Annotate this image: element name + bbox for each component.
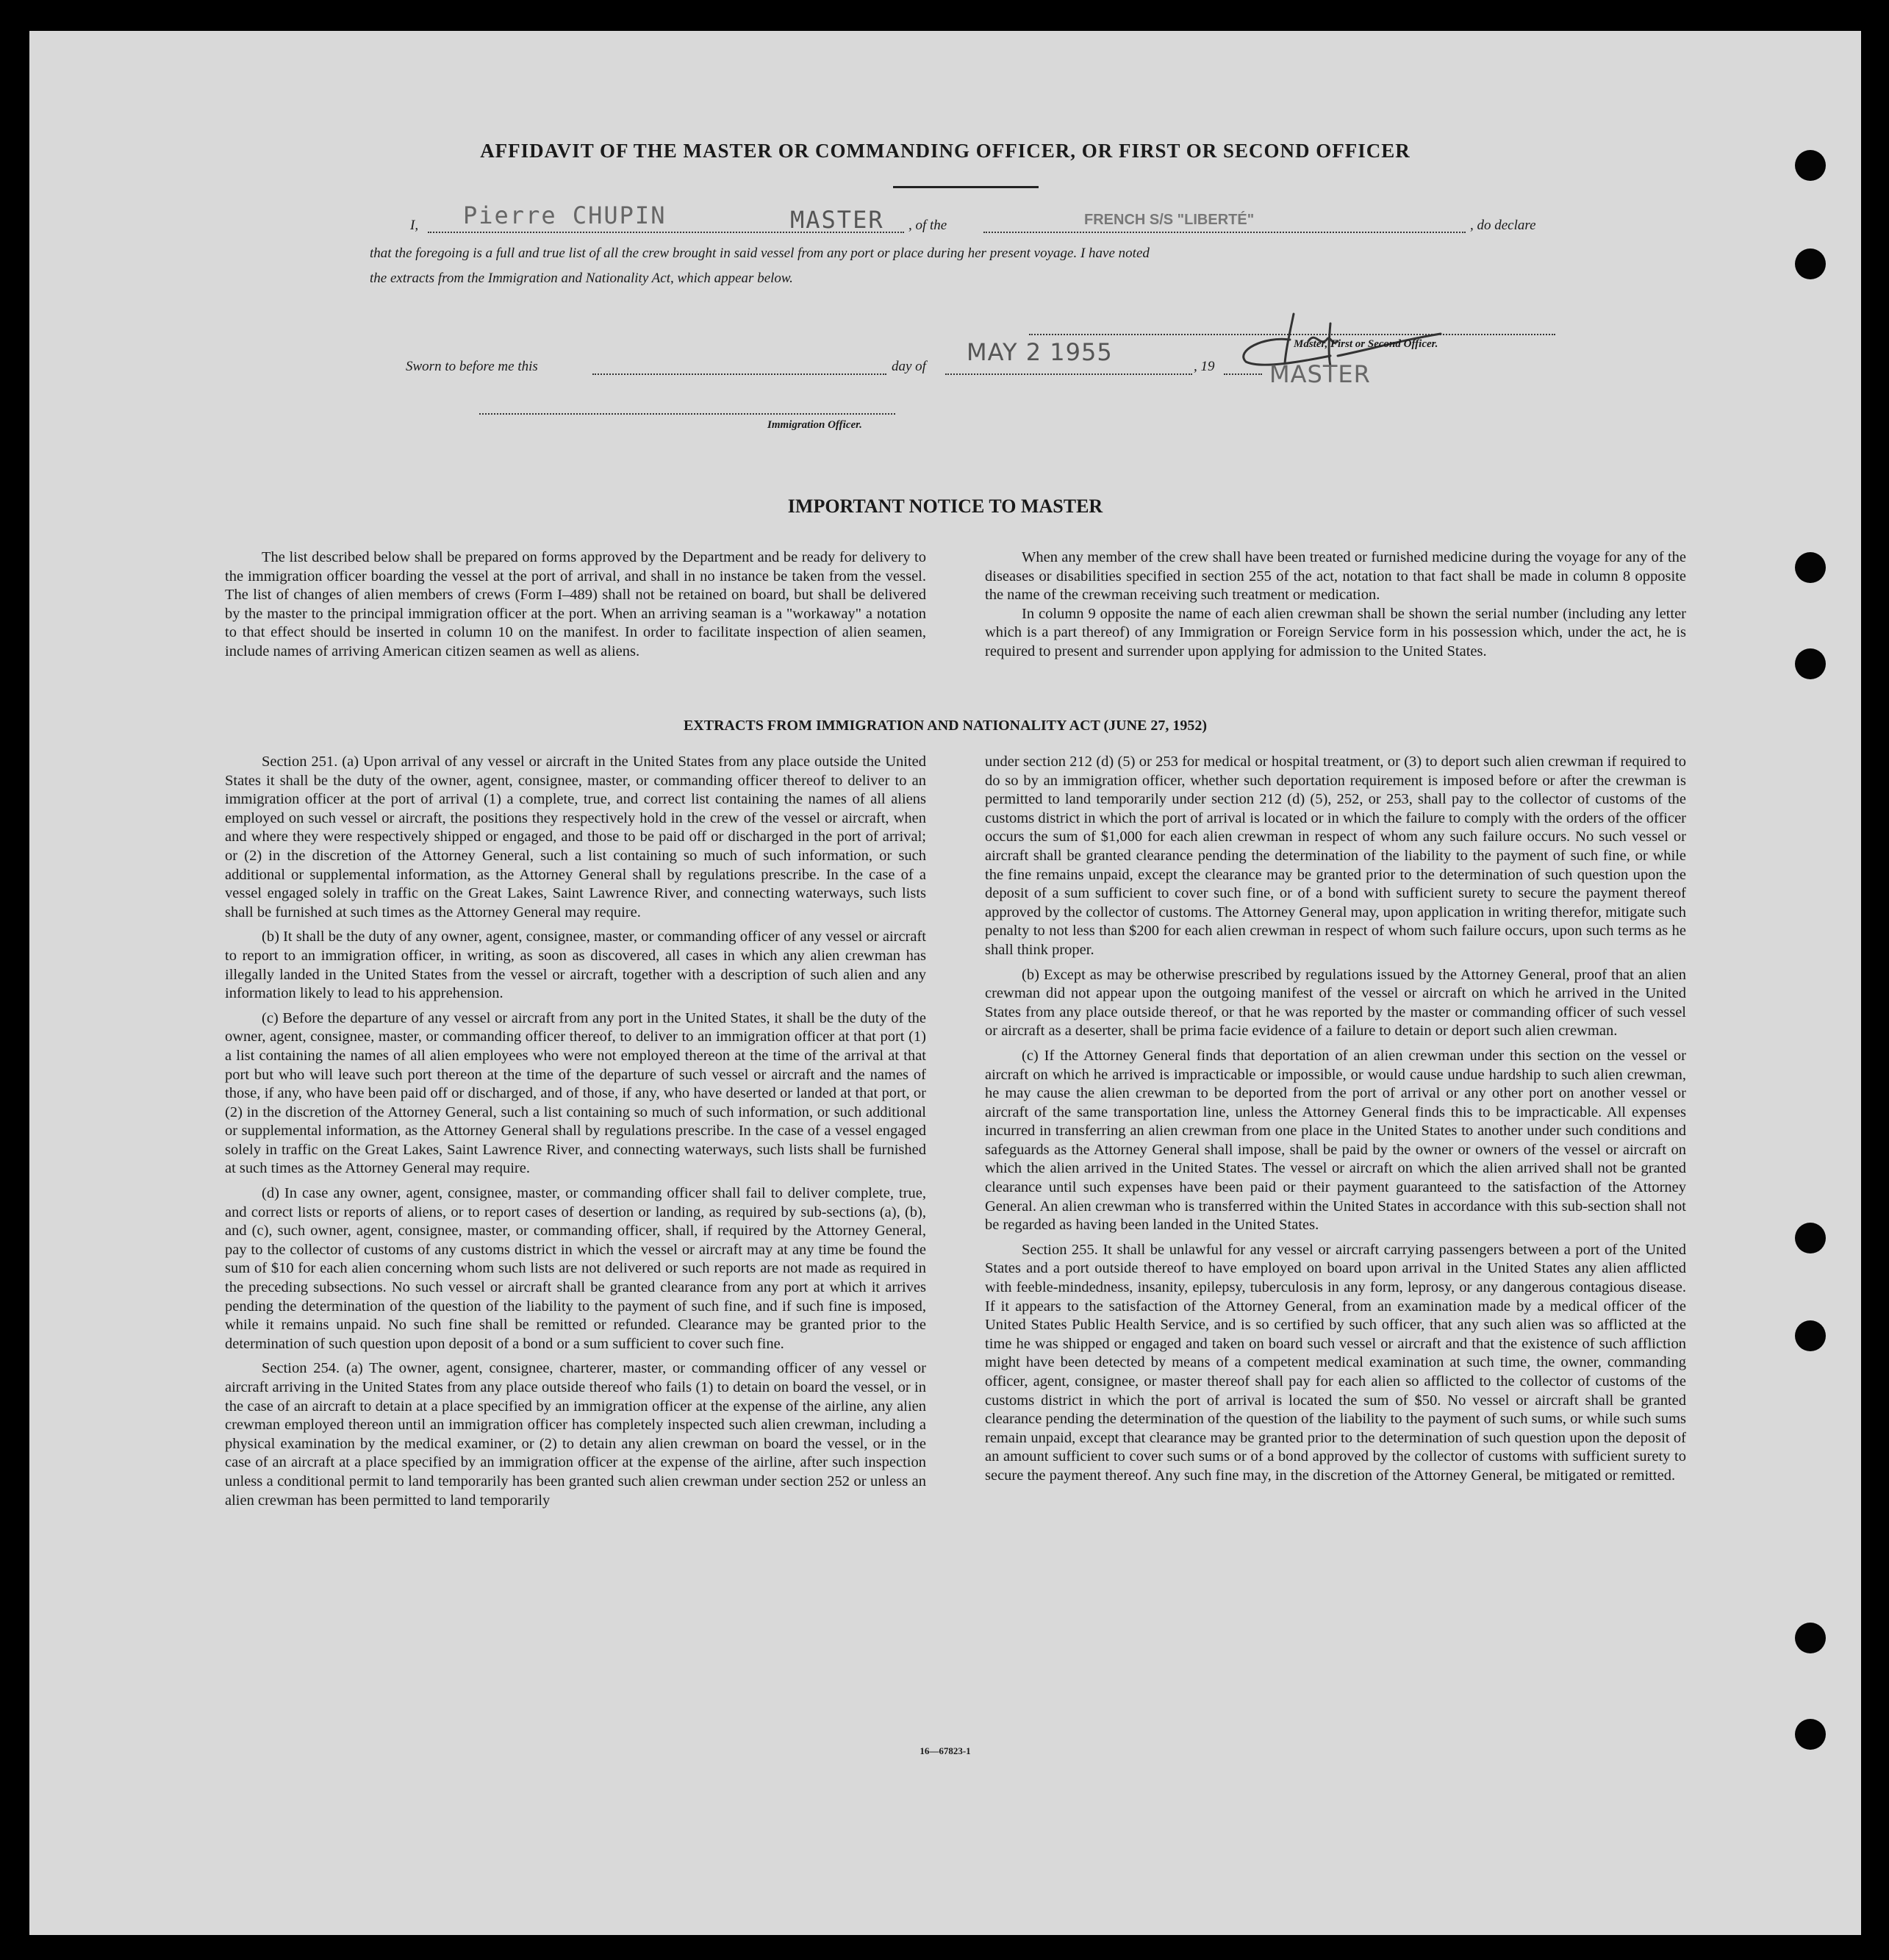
extract-paragraph: Section 254. (a) The owner, agent, consignee, charterer, master, or commanding officer of any vessel or aircraft arriving in the United States from any place outside thereof who fails (1) to detain on board the vessel, or in the case of an aircraft to detain at a place specified by an immigration officer at the expense of the airline, any alien crewman employed thereon until an immigration officer has completely inspected such alien crewman, including a physical examination by the medical examiner, or (2) to detain any alien crewman on board the vessel, or in the case of an aircraft at a place specified by an immigration officer at the expense of the airline, after such inspection unless a conditional permit to land temporarily has been granted such alien crewman under section 252 or unless an alien crewman has been permitted to land temporarily — [225, 1360, 926, 1509]
extracts-left-column — [225, 753, 926, 1516]
signature-caption: Master, First or Second Officer. — [1294, 338, 1438, 350]
do-declare-label: , do declare — [1470, 218, 1536, 233]
vessel-name: FRENCH S/S "LIBERTÉ" — [1084, 212, 1255, 228]
sworn-year-line — [1224, 373, 1262, 375]
declaration-line-2: that the foregoing is a full and true list of all the crew brought in said vessel from any port or place during her present voyage. I have noted — [370, 246, 1150, 261]
binder-hole — [1795, 248, 1826, 279]
declaration-prefix: I, — [410, 218, 419, 233]
document-page — [29, 31, 1861, 1935]
binder-hole — [1795, 648, 1826, 679]
binder-hole — [1795, 1223, 1826, 1253]
extract-paragraph: Section 255. It shall be unlawful for any vessel or aircraft carrying passengers between a port of the United States and a port outside thereof to have employed on board upon arrival in the United States any alien afflicted with feeble-mindedness, insanity, epilepsy, tuberculosis in any form, leprosy, or any dangerous contagious disease. If it appears to the satisfaction of the Attorney General, from an examination made by a medical officer of the United States Public Health Service, and is so certified by such officer, that any such alien was so afflicted at the time he was shipped or engaged and taken on board such vessel or aircraft and that the existence of such affliction might have been detected by means of a competent medical examination at such time, the owner, commanding officer, agent, consignee, or master thereof shall pay for each alien so afflicted to the collector of customs of the customs district in which the port of arrival is located the sum of $50. No vessel or aircraft shall be granted clearance pending the determination of the question of the liability to the payment of such sums, or while such sums remain unpaid, except that clearance may be granted prior to the determination of such question upon the deposit of an amount sufficient to cover such sums or of a bond approved by the collector of customs with sufficient surety to secure the payment thereof. Any such fine may, in the discretion of the Attorney General, be mitigated or remitted. — [985, 1241, 1686, 1484]
notice-right-column — [985, 548, 1686, 668]
extract-paragraph: (d) In case any owner, agent, consignee, master, or commanding officer shall fail to deliver complete, true, and correct lists or reports of aliens, or to report cases of desertion or landing, as required by sub-sections (a), (b), and (c), such owner, agent, consignee, master, or commanding officer, shall, if required by the Attorney General, pay to the collector of customs of any customs district in which the vessel or aircraft may at any time be found the sum of $10 for each alien concerning whom such lists are not delivered or such reports are not made as required in the preceding subsections. No such vessel or aircraft shall be granted clearance from any port at which it arrives pending the determination of the question of the liability to the payment of such fine, and if such fine is imposed, while it remains unpaid. No such fine shall be remitted or refunded. Clearance may be granted prior to the determination of such question upon deposit of a bond or a sum sufficient to cover such fine. — [225, 1185, 926, 1352]
notice-left-column — [225, 548, 926, 668]
signature-line — [1029, 334, 1555, 335]
title-underline — [893, 186, 1039, 188]
binder-hole — [1795, 1320, 1826, 1351]
notice-paragraph: The list described below shall be prepared on forms approved by the Department and be ready for delivery to the immigration officer boarding the vessel at the port of arrival, and shall in no instance be taken from the vessel. The list of changes of alien members of crews (Form I–489) shall not be retained on board, but shall be delivered by the master to the principal immigration officer at the port. When an arriving seaman is a "workaway" a notation to that effect should be inserted in column 10 on the manifest. In order to facilitate inspection of alien seamen, include names of arriving American citizen seamen as well as aliens. — [225, 549, 926, 659]
of-the-label: , of the — [908, 218, 947, 233]
binder-hole — [1795, 1623, 1826, 1653]
extract-paragraph: (c) Before the departure of any vessel or aircraft from any port in the United States, it shall be the duty of the owner, agent, consignee, master, or commanding officer thereof, to deliver to an immigration officer at that port (1) a list containing the names of all alien employees who were not employed thereon at the time of the arrival at that port but who will leave such port thereon at the time of the departure of such vessel or aircraft and the names of those, if any, who have been paid off or discharged, and of those, if any, who have deserted or landed at that port, or (2) in the discretion of the Attorney General, such a list containing so much of such information, or such additional or supplemental information, as the Attorney General shall by regulations prescribe. In the case of a vessel engaged solely in traffic on the Great Lakes, Saint Lawrence River, and connecting waterways, such lists shall be furnished at such times as the Attorney General may require. — [225, 1009, 926, 1177]
extracts-right-column — [985, 753, 1686, 1492]
vessel-field-line — [983, 232, 1466, 233]
notice-paragraph: In column 9 opposite the name of each alien crewman shall be shown the serial number (including any letter which is a part thereof) of any Immigration or Foreign Service form in his possession which, under the act, he is required to present and surrender upon applying for admission to the United States. — [985, 605, 1686, 659]
sworn-prefix: Sworn to before me this — [406, 359, 538, 374]
year-prefix: , 19 — [1194, 359, 1215, 374]
extract-paragraph: Section 251. (a) Upon arrival of any vessel or aircraft in the United States from any place outside the United States it shall be the duty of the owner, agent, consignee, master, or commanding officer thereof to deliver to an immigration officer at the port of arrival (1) a complete, true, and correct list containing the names of all aliens employed on such vessel or aircraft, the positions they respectively hold in the crew of the vessel or aircraft, when and where they were respectively shipped or engaged, and those to be paid off or discharged in the port of arrival; or (2) in the discretion of the Attorney General, such a list containing so much of such information, or such additional or supplemental information, as the Attorney General shall by regulations prescribe. In the case of a vessel engaged solely in traffic on the Great Lakes, Saint Lawrence River, and connecting waterways, such lists shall be furnished at such times as the Attorney General may require. — [225, 754, 926, 920]
sworn-date: MAY 2 1955 — [967, 338, 1113, 366]
extract-paragraph: under section 212 (d) (5) or 253 for medical or hospital treatment, or (3) to deport such alien crewman if required to do so by an immigration officer, whether such deportation requirement is imposed before or after the crewman is permitted to land temporarily under section 212 (d) (5), 252, or 253, shall pay to the collector of customs of the customs district in which the port of arrival is located or in which the failure to comply with the orders of the officer occurs the sum of $1,000 for each alien crewman in respect of whom any such failure occurs. No such vessel or aircraft shall be granted clearance pending the determination of the liability to the payment of such fine, or while the fine remains unpaid, except the clearance may be granted prior to the determination of such question upon the deposit of a sum sufficient to cover such fine, or of a bond with sufficient surety to secure the payment thereof approved by the collector of customs. The Attorney General may, upon application in writing therefor, mitigate such penalty to not less than $200 for each alien crewman in respect of whom such failure occurs, upon such terms as he shall think proper. — [985, 754, 1686, 958]
notice-heading: IMPORTANT NOTICE TO MASTER — [787, 496, 1103, 517]
declaration-line-3: the extracts from the Immigration and Nationality Act, which appear below. — [370, 271, 793, 286]
day-of-label: day of — [892, 359, 926, 374]
rank-stamp: MASTER — [1269, 360, 1371, 388]
binder-hole — [1795, 552, 1826, 583]
affidavit-title: AFFIDAVIT OF THE MASTER OR COMMANDING OFFICER, OR FIRST OR SECOND OFFICER — [480, 140, 1411, 162]
declarant-name: Pierre CHUPIN — [463, 201, 667, 229]
extract-paragraph: (c) If the Attorney General finds that deportation of an alien crewman under this section on the vessel or aircraft on which he arrived is impracticable or impossible, or would cause undue hardship to such alien crewman, he may cause the alien crewman to be deported from the port of arrival or any other port on another vessel or aircraft of the same transportation line, unless the Attorney General finds this to be impracticable. All expenses incurred in transferring an alien crewman from one place in the United States to another under such conditions and safeguards as the Attorney General shall impose, shall be paid by the owner or owners of the vessel or aircraft on which the alien arrived in the United States. The vessel or aircraft on which the alien arrived shall not be granted clearance until such expenses have been paid or their payment guaranteed to the satisfaction of the Attorney General. An alien crewman who is transferred within the United States in accordance with this sub-section shall not be regarded as having been landed in the United States. — [985, 1047, 1686, 1234]
extract-paragraph: (b) Except as may be otherwise prescribed by regulations issued by the Attorney General, proof that an alien crewman did not appear upon the outgoing manifest of the vessel or aircraft on which he arrived in the United States from any place outside thereof, or that he was reported by the master or commanding officer of such vessel or aircraft as a deserter, shall be prima facie evidence of a failure to detain or deport such alien crewman. — [985, 966, 1686, 1040]
extract-paragraph: (b) It shall be the duty of any owner, agent, consignee, master, or commanding officer of any vessel or aircraft to report to an immigration officer, in writing, as soon as discovered, all cases in which any alien crewman has illegally landed in the United States from the vessel or aircraft, together with a description of such alien and any information likely to lead to his apprehension. — [225, 929, 926, 1002]
sworn-day-line — [592, 373, 886, 375]
notice-paragraph: When any member of the crew shall have been treated or furnished medicine during the voyage for any of the diseases or disabilities specified in section 255 of the act, notation to that fact shall be made in column 8 opposite the name of the crewman receiving such treatment or medication. — [985, 549, 1686, 604]
form-code: 16—67823-1 — [920, 1745, 971, 1756]
sworn-month-line — [945, 373, 1192, 375]
declarant-rank: MASTER — [790, 206, 884, 234]
immigration-officer-caption: Immigration Officer. — [767, 419, 862, 431]
immigration-officer-line — [479, 413, 895, 415]
extracts-heading: EXTRACTS FROM IMMIGRATION AND NATIONALITY ACT (JUNE 27, 1952) — [683, 718, 1208, 734]
